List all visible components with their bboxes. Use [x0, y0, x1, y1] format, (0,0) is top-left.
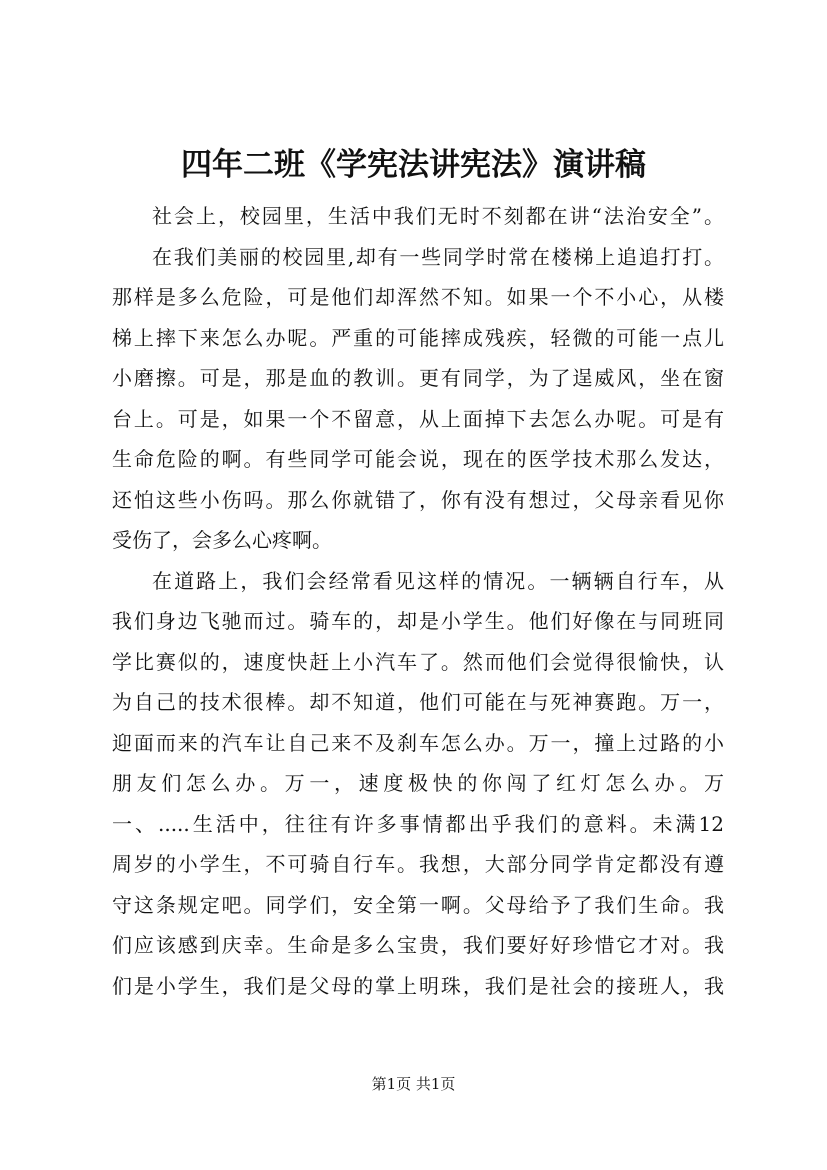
document-body: [112, 196, 724, 1006]
paragraph-line: 为自己的技术很棒。却不知道，他们可能在与死神赛跑。万一，: [112, 690, 724, 714]
paragraph-line: 在我们美丽的校园里,却有一些同学时常在楼梯上追追打打。: [152, 244, 724, 269]
paragraph-line: 朋友们怎么办。万一，速度极快的你闯了红灯怎么办。万: [112, 771, 724, 795]
paragraph-line: 受伤了，会多么心疼啊。: [112, 528, 332, 552]
document-title: 四年二班《学宪法讲宪法》演讲稿: [181, 147, 646, 183]
page-number-footer: 第1页 共1页: [371, 1075, 456, 1093]
paragraph-line: 迎面而来的汽车让自己来不及刹车怎么办。万一，撞上过路的小: [112, 730, 724, 755]
paragraph-line: 社会上，校园里，生活中我们无时不刻都在讲“法治安全”。: [152, 204, 724, 228]
paragraph-line: 那样是多么危险，可是他们却浑然不知。如果一个不小心，从楼: [112, 285, 724, 309]
paragraph-line: 小磨擦。可是，那是血的教训。更有同学，为了逞威风，坐在窗: [112, 366, 724, 390]
paragraph-line: 在道路上，我们会经常看见这样的情况。一辆辆自行车，从: [152, 568, 724, 593]
paragraph-line: 还怕这些小伤吗。那么你就错了，你有没有想过，父母亲看见你: [112, 487, 724, 512]
paragraph-line: 我们身边飞驰而过。骑车的，却是小学生。他们好像在与同班同: [112, 609, 724, 633]
paragraph-line: 们是小学生，我们是父母的掌上明珠，我们是社会的接班人，我: [112, 973, 724, 998]
paragraph-line: 学比赛似的，速度快赶上小汽车了。然而他们会觉得很愉快，认: [112, 649, 724, 674]
paragraph-line: 梯上摔下来怎么办呢。严重的可能摔成残疾，轻微的可能一点儿: [112, 325, 724, 350]
paragraph-line: 们应该感到庆幸。生命是多么宝贵，我们要好好珍惜它才对。我: [112, 933, 724, 957]
paragraph-line: 台上。可是，如果一个不留意，从上面掉下去怎么办呢。可是有: [112, 406, 724, 431]
paragraph-line: 生命危险的啊。有些同学可能会说，现在的医学技术那么发达，: [112, 447, 724, 471]
paragraph-line: 一、.....生活中，往往有许多事情都出乎我们的意料。未满12: [112, 811, 724, 836]
paragraph-line: 周岁的小学生，不可骑自行车。我想，大部分同学肯定都没有遵: [112, 852, 724, 876]
paragraph-line: 守这条规定吧。同学们，安全第一啊。父母给予了我们生命。我: [112, 892, 724, 917]
